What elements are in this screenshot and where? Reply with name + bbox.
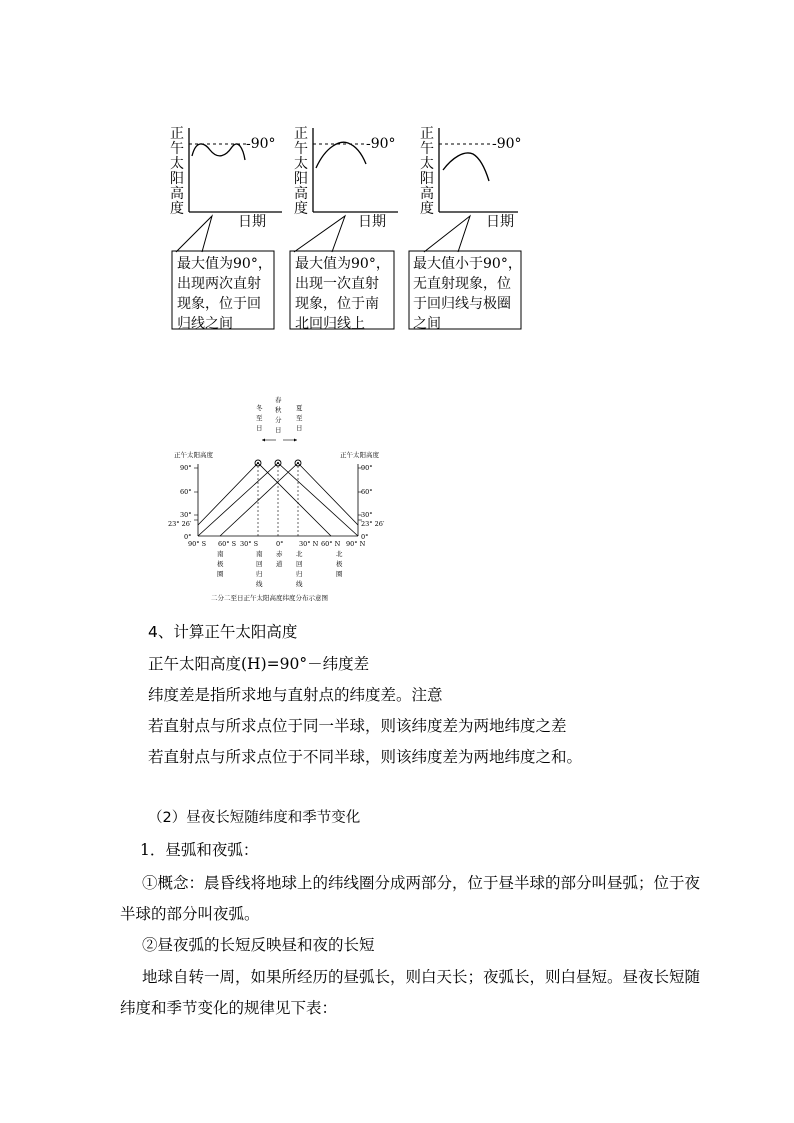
- svg-text:线: 线: [256, 580, 263, 588]
- right-ticks: [358, 464, 385, 541]
- svg-text:90° S: 90° S: [188, 540, 207, 548]
- graph1-ylabel-6: 度: [170, 201, 184, 217]
- svg-text:夏: 夏: [296, 404, 303, 412]
- rotation-line-2: 纬度和季节变化的规律见下表：: [120, 999, 338, 1017]
- svg-text:30°: 30°: [180, 511, 192, 519]
- graph3-ylabel-3: 太: [420, 156, 434, 172]
- graph3-curve: [443, 153, 489, 181]
- concept-line-3: ②昼夜弧的长短反映昼和夜的长短: [142, 936, 375, 954]
- svg-text:90°: 90°: [180, 464, 192, 472]
- graph1-ylabel-5: 高: [170, 186, 184, 202]
- svg-text:23° 26′: 23° 26′: [361, 520, 385, 528]
- svg-text:冬: 冬: [256, 404, 263, 412]
- left-ticks: [168, 464, 198, 541]
- svg-text:60°: 60°: [361, 488, 373, 496]
- svg-text:分: 分: [275, 416, 282, 424]
- paragraph-latitude-diff: 纬度差是指所求地与直射点的纬度差。注意: [148, 686, 443, 704]
- callout1-text: 最大值为90°， 出现两次直射 现象，位于回 归线之间: [177, 256, 272, 332]
- formula-line: 正午太阳高度(H)=90°－纬度差: [148, 655, 370, 673]
- graph1-xlabel: 日期: [238, 214, 266, 230]
- svg-text:至: 至: [256, 414, 263, 422]
- svg-text:南: 南: [256, 550, 263, 558]
- svg-text:极: 极: [336, 560, 343, 568]
- svg-text:回: 回: [296, 560, 303, 568]
- svg-text:日: 日: [275, 426, 282, 434]
- graph3-ylabel-4: 阳: [420, 171, 434, 187]
- svg-text:30° N: 30° N: [299, 540, 319, 548]
- concept-line-1: ①概念：晨昏线将地球上的纬线圈分成两部分，位于昼半球的部分叫昼弧；位于夜: [142, 874, 701, 892]
- antarctic-circle-label: [217, 549, 224, 578]
- svg-text:北: 北: [336, 550, 343, 558]
- concept-line-2: 半球的部分叫夜弧。: [120, 905, 260, 923]
- arctic-circle-label: [336, 549, 343, 578]
- graph2-max-label: -90°: [366, 136, 396, 152]
- callout3-text: 最大值小于90°， 无直射现象，位 于回归线与极圈 之间: [413, 256, 522, 332]
- svg-text:30° S: 30° S: [240, 540, 259, 548]
- svg-text:90° N: 90° N: [346, 540, 366, 548]
- svg-text:60° S: 60° S: [218, 540, 237, 548]
- svg-text:60° N: 60° N: [321, 540, 341, 548]
- equinox-label: [275, 395, 282, 434]
- svg-text:90°: 90°: [361, 464, 373, 472]
- graph2-curve: [316, 142, 366, 168]
- section-heading-4: 4、计算正午太阳高度: [148, 623, 298, 641]
- summer-solstice-line: [220, 463, 358, 536]
- graph3-max-label: -90°: [492, 136, 522, 152]
- diagram-caption: 二分二至日正午太阳高度纬度分布示意图: [211, 594, 328, 602]
- graph1-ylabel-4: 阳: [170, 171, 184, 187]
- svg-text:60°: 60°: [180, 488, 192, 496]
- graph2-ylabel-4: 阳: [294, 171, 308, 187]
- svg-text:0°: 0°: [184, 533, 192, 541]
- graph2-ylabel-2: 午: [294, 141, 308, 157]
- graph2-ylabel-6: 度: [294, 201, 308, 217]
- subheading-1: 1．昼弧和夜弧：: [140, 841, 259, 859]
- svg-text:南: 南: [217, 550, 224, 558]
- svg-text:归: 归: [256, 570, 263, 578]
- equator-label: [276, 549, 283, 568]
- tropic-cancer-label: [296, 549, 303, 588]
- svg-text:赤: 赤: [276, 550, 283, 558]
- left-axis-title: 正午太阳高度: [174, 451, 213, 459]
- graph2-xlabel: 日期: [358, 214, 386, 230]
- svg-text:日: 日: [296, 424, 303, 432]
- winter-solstice-line: [198, 463, 331, 536]
- graph1-ylabel-3: 太: [170, 156, 184, 172]
- graph3-ylabel-1: 正: [420, 126, 434, 142]
- graph3-ylabel-5: 高: [420, 186, 434, 202]
- graph2-ylabel-3: 太: [294, 156, 308, 172]
- callout3-pointer: [424, 216, 470, 252]
- svg-text:极: 极: [217, 560, 224, 568]
- graph2-ylabel-5: 高: [294, 186, 308, 202]
- solstice-equinox-diagram: [0, 390, 794, 610]
- paragraph-same-hemisphere: 若直射点与所求点位于同一半球，则该纬度差为两地纬度之差: [148, 717, 567, 735]
- svg-text:春: 春: [275, 396, 282, 404]
- svg-text:归: 归: [296, 570, 303, 578]
- graph2-ylabel-1: 正: [294, 126, 308, 142]
- graph3-xlabel: 日期: [486, 214, 514, 230]
- callout2-pointer: [294, 216, 345, 252]
- svg-text:30°: 30°: [361, 511, 373, 519]
- sun-height-graphs: [0, 0, 794, 340]
- callout1-pointer: [176, 216, 212, 252]
- svg-text:圈: 圈: [217, 570, 224, 578]
- section-heading-2: （2）昼夜长短随纬度和季节变化: [148, 810, 361, 826]
- svg-text:北: 北: [296, 550, 303, 558]
- graph1-ylabel-1: 正: [170, 126, 184, 142]
- svg-text:秋: 秋: [275, 406, 282, 414]
- svg-text:圈: 圈: [336, 570, 343, 578]
- graph1-ylabel-2: 午: [170, 141, 184, 157]
- tropic-capricorn-label: [256, 549, 263, 588]
- svg-text:道: 道: [276, 560, 283, 568]
- paragraph-different-hemisphere: 若直射点与所求点位于不同半球，则该纬度差为两地纬度之和。: [148, 748, 583, 766]
- graph1-max-label: -90°: [246, 136, 276, 152]
- svg-text:日: 日: [256, 424, 263, 432]
- svg-text:至: 至: [296, 414, 303, 422]
- graph3-ylabel-2: 午: [420, 141, 434, 157]
- graph3-ylabel-6: 度: [420, 201, 434, 217]
- graph1-curve: [192, 144, 245, 160]
- latitude-labels: [188, 540, 366, 548]
- winter-solstice-label: [256, 403, 263, 432]
- svg-text:0°: 0°: [276, 540, 284, 548]
- svg-text:0°: 0°: [361, 533, 369, 541]
- callout2-text: 最大值为90°， 出现一次直射 现象，位于南 北回归线上: [295, 256, 390, 332]
- svg-text:回: 回: [256, 560, 263, 568]
- svg-text:线: 线: [296, 580, 303, 588]
- svg-text:23° 26′: 23° 26′: [168, 520, 192, 528]
- summer-solstice-label: [296, 403, 303, 432]
- right-axis-title: 正午太阳高度: [340, 451, 379, 459]
- rotation-line-1: 地球自转一周，如果所经历的昼弧长，则白天长；夜弧长，则白昼短。昼夜长短随: [142, 968, 701, 986]
